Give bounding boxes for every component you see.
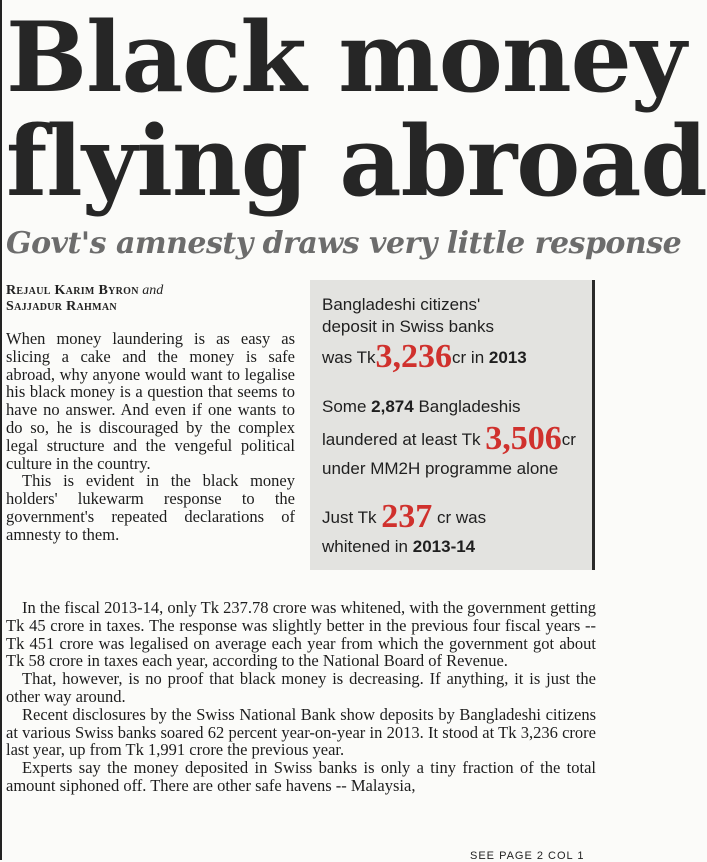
fact-1-line-1: Bangladeshi citizens'	[322, 295, 481, 314]
article-paragraph-4: That, however, is no proof that black money is decreasing. If anything, it is just the other way around.	[6, 669, 596, 706]
fact-box	[310, 280, 595, 570]
fact-2-count: 2,874	[371, 397, 414, 416]
author-2: Sajjadur Rahman	[6, 299, 117, 314]
fact-3-suffix: cr was	[436, 508, 487, 527]
fact-2-figure: 3,506	[485, 420, 562, 457]
article-column-wide	[6, 599, 596, 795]
headline-line-2: flying abroad	[6, 105, 707, 218]
fact-2-prefix: Some	[322, 397, 367, 416]
fact-2-line-1	[322, 396, 521, 418]
author-1: Rejaul Karim Byron	[6, 283, 139, 298]
fact-3-figure: 237	[381, 498, 433, 535]
fact-3-line-2	[322, 536, 475, 558]
article-paragraph-3: In the fiscal 2013-14, only Tk 237.78 crore was whitened, with the government getting Tk 45 crore in taxes. The response was slightly better in the previous four fiscal years -- Tk 451 crore was legalised on average each year from which the government got about Tk 58 crore in taxes each year, according to the National Board of Revenue.	[6, 598, 596, 671]
fact-2-line-3: under MM2H programme alone	[322, 459, 559, 478]
article-paragraph-1: When money laundering is as easy as slicing a cake and the money is safe abroad, why anyone would want to legalise his black money is a question that seems to have no answer. And even if one wants to do so, he is discouraged by the complex legal structure and the vengeful political culture in the country.	[6, 329, 295, 473]
fact-3-line-1	[322, 498, 487, 535]
fact-3-prefix: Just Tk	[322, 508, 377, 527]
byline-conjunction: and	[142, 283, 164, 298]
fact-1-year: 2013	[488, 348, 527, 367]
fact-3-lead: whitened in	[322, 537, 409, 556]
fact-2-line-2	[322, 420, 576, 457]
fact-1-line-2: deposit in Swiss banks	[322, 317, 494, 336]
fact-3-year: 2013-14	[412, 537, 476, 556]
byline	[6, 283, 163, 315]
fact-1-figure: 3,236	[375, 338, 453, 375]
jump-line: SEE PAGE 2 COL 1	[470, 850, 585, 862]
fact-1-line-3	[322, 338, 527, 375]
article-paragraph-6: Experts say the money deposited in Swiss banks is only a tiny fraction of the total amount siphoned off. There are other safe havens -- Malaysia,	[6, 758, 596, 795]
fact-2-lead: laundered at least Tk	[322, 430, 481, 449]
fact-1-unit: cr in	[452, 348, 485, 367]
fact-2-unit: cr	[561, 430, 576, 449]
article-column-narrow	[6, 330, 295, 544]
subheadline: Govt's amnesty draws very little response	[6, 226, 682, 261]
article-paragraph-2: This is evident in the black money holders' lukewarm response to the government's repeated declarations of amnesty to them.	[6, 471, 295, 544]
left-rule	[0, 0, 2, 860]
fact-1-prefix: was Tk	[322, 348, 376, 367]
article-paragraph-5: Recent disclosures by the Swiss National Bank show deposits by Bangladeshi citizens at various Swiss banks soared 62 percent year-on-year in 2013. It stood at Tk 3,236 crore last year, up from Tk 1,991 crore the previous year.	[6, 704, 596, 760]
fact-2-suffix: Bangladeshis	[418, 397, 521, 416]
headline-line-1: Black money	[6, 1, 686, 114]
